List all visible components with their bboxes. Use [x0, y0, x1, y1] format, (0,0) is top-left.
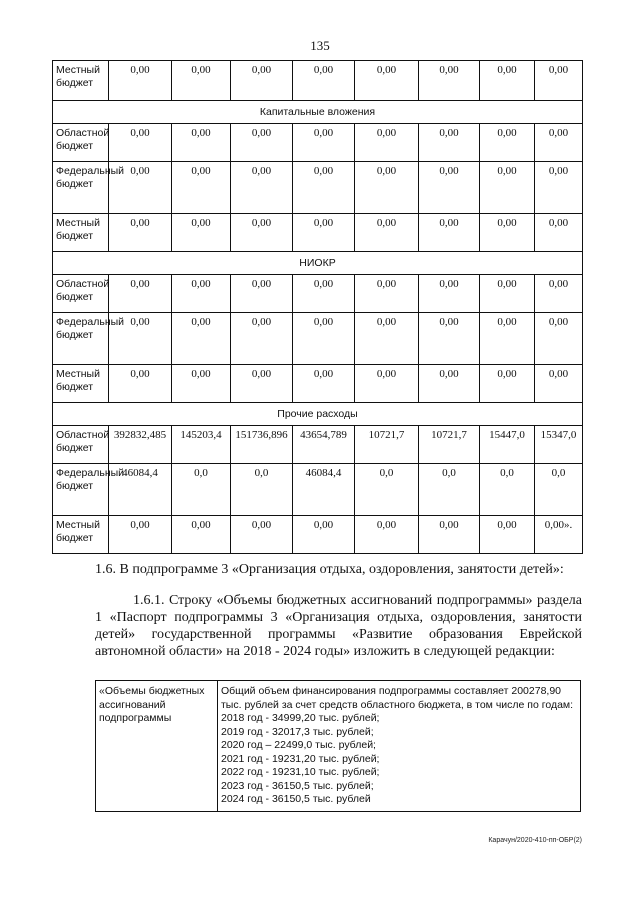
budget-value-cell: 0,00	[231, 61, 293, 101]
budget-value-cell: 0,00	[480, 124, 535, 162]
budget-value-cell: 0,00	[419, 313, 480, 365]
passport-row	[96, 681, 581, 812]
budget-value-cell: 10721,7	[419, 426, 480, 464]
budget-value-cell: 0,00	[231, 124, 293, 162]
budget-source-label: Федеральный бюджет	[53, 313, 109, 365]
budget-value-cell: 0,00	[355, 516, 419, 554]
budget-value-cell: 0,00	[109, 365, 172, 403]
budget-row	[53, 214, 583, 252]
budget-value-cell: 0,00	[480, 214, 535, 252]
budget-source-label: Местный бюджет	[53, 214, 109, 252]
budget-value-cell: 0,00».	[535, 516, 583, 554]
budget-value-cell: 0,00	[231, 214, 293, 252]
budget-row	[53, 124, 583, 162]
budget-section-row	[53, 101, 583, 124]
budget-value-cell: 0,00	[109, 162, 172, 214]
budget-value-cell: 0,00	[293, 313, 355, 365]
budget-row	[53, 426, 583, 464]
budget-table	[52, 60, 583, 554]
budget-row	[53, 275, 583, 313]
budget-value-cell: 0,00	[355, 313, 419, 365]
budget-source-label: Федеральный бюджет	[53, 464, 109, 516]
budget-value-cell: 0,00	[231, 516, 293, 554]
budget-value-cell: 0,00	[419, 162, 480, 214]
budget-value-cell: 0,0	[172, 464, 231, 516]
budget-value-cell: 0,00	[109, 124, 172, 162]
budget-value-cell: 0,00	[172, 61, 231, 101]
budget-value-cell: 46084,4	[109, 464, 172, 516]
budget-value-cell: 15447,0	[480, 426, 535, 464]
budget-value-cell: 0,00	[535, 275, 583, 313]
budget-section-title: Капитальные вложения	[53, 101, 583, 124]
budget-value-cell: 0,00	[172, 313, 231, 365]
passport-line: 2019 год - 32017,3 тыс. рублей;	[221, 725, 374, 738]
budget-value-cell: 0,0	[355, 464, 419, 516]
budget-value-cell: 0,00	[293, 162, 355, 214]
budget-source-label: Федеральный бюджет	[53, 162, 109, 214]
passport-line: 2022 год - 19231,10 тыс. рублей;	[221, 766, 380, 778]
budget-row	[53, 61, 583, 101]
budget-value-cell: 0,00	[419, 61, 480, 101]
budget-value-cell: 0,00	[480, 313, 535, 365]
budget-value-cell: 0,00	[172, 124, 231, 162]
passport-line: Общий объем финансирования подпрограммы составляет 200278,90 тыс. рублей за счет средств областного бюджета, в том числе по годам:	[221, 685, 574, 711]
budget-value-cell: 0,00	[535, 365, 583, 403]
budget-value-cell: 0,00	[355, 214, 419, 252]
paragraph-1-6: 1.6. В подпрограмме 3 «Организация отдыха, оздоровления, занятости детей»:	[95, 562, 564, 577]
budget-value-cell: 0,00	[293, 124, 355, 162]
budget-value-cell: 0,00	[355, 275, 419, 313]
budget-value-cell: 0,00	[231, 313, 293, 365]
page-number: 135	[310, 38, 330, 53]
budget-value-cell: 0,00	[231, 162, 293, 214]
budget-row	[53, 162, 583, 214]
budget-section-title: НИОКР	[53, 252, 583, 275]
budget-value-cell: 0,00	[355, 162, 419, 214]
budget-source-label: Местный бюджет	[53, 61, 109, 101]
budget-value-cell: 0,00	[480, 365, 535, 403]
budget-value-cell: 0,00	[293, 365, 355, 403]
budget-value-cell: 0,00	[172, 516, 231, 554]
budget-row	[53, 365, 583, 403]
budget-value-cell: 0,00	[480, 61, 535, 101]
budget-value-cell: 0,00	[293, 214, 355, 252]
budget-value-cell: 0,00	[109, 313, 172, 365]
budget-value-cell: 145203,4	[172, 426, 231, 464]
budget-value-cell: 0,00	[172, 162, 231, 214]
budget-value-cell: 0,00	[480, 162, 535, 214]
budget-value-cell: 0,00	[535, 124, 583, 162]
budget-value-cell: 10721,7	[355, 426, 419, 464]
budget-value-cell: 0,0	[419, 464, 480, 516]
budget-value-cell: 0,00	[293, 61, 355, 101]
budget-value-cell: 0,00	[535, 313, 583, 365]
budget-value-cell: 0,00	[231, 365, 293, 403]
budget-value-cell: 0,00	[480, 275, 535, 313]
budget-value-cell: 0,00	[109, 61, 172, 101]
budget-value-cell: 0,00	[535, 214, 583, 252]
budget-section-row	[53, 403, 583, 426]
passport-label: «Объемы бюджетных ассигнований подпрограммы	[96, 681, 218, 812]
budget-source-label: Областной бюджет	[53, 275, 109, 313]
budget-value-cell: 0,00	[419, 124, 480, 162]
document-footer-code: Карачун/2020-410-пп-ОБР(2)	[488, 837, 582, 844]
budget-value-cell: 0,0	[231, 464, 293, 516]
budget-section-title: Прочие расходы	[53, 403, 583, 426]
budget-value-cell: 0,00	[293, 275, 355, 313]
budget-value-cell: 0,00	[419, 365, 480, 403]
budget-section-row	[53, 252, 583, 275]
budget-value-cell: 0,00	[535, 162, 583, 214]
passport-line: 2024 год - 36150,5 тыс. рублей	[221, 793, 371, 805]
budget-value-cell: 46084,4	[293, 464, 355, 516]
budget-value-cell: 0,00	[109, 516, 172, 554]
budget-row	[53, 313, 583, 365]
budget-value-cell: 0,00	[535, 61, 583, 101]
passport-line: 2020 год – 22499,0 тыс. рублей;	[221, 739, 376, 751]
budget-source-label: Местный бюджет	[53, 516, 109, 554]
budget-value-cell: 0,0	[480, 464, 535, 516]
budget-value-cell: 0,00	[231, 275, 293, 313]
budget-source-label: Местный бюджет	[53, 365, 109, 403]
budget-value-cell: 0,00	[293, 516, 355, 554]
budget-value-cell: 0,00	[419, 275, 480, 313]
budget-value-cell: 0,00	[109, 214, 172, 252]
budget-value-cell: 0,00	[109, 275, 172, 313]
budget-value-cell: 0,00	[480, 516, 535, 554]
budget-value-cell: 392832,485	[109, 426, 172, 464]
budget-value-cell: 0,00	[172, 365, 231, 403]
passport-content	[218, 681, 581, 812]
budget-source-label: Областной бюджет	[53, 426, 109, 464]
passport-line: 2021 год - 19231,20 тыс. рублей;	[221, 752, 380, 765]
passport-line: 2023 год - 36150,5 тыс. рублей;	[221, 779, 374, 792]
budget-value-cell: 15347,0	[535, 426, 583, 464]
passport-line: 2018 год - 34999,20 тыс. рублей;	[221, 712, 380, 724]
budget-row	[53, 516, 583, 554]
paragraph-1-6-1: 1.6.1. Строку «Объемы бюджетных ассигнований подпрограммы» раздела 1 «Паспорт подпрограммы 3 «Организация отдыха, оздоровления, занятости детей» государственной программы «Развитие образования Еврейской автономной области» на 2018 - 2024 годы» изложить в следующей редакции:	[95, 593, 582, 659]
budget-value-cell: 0,00	[355, 61, 419, 101]
budget-source-label: Областной бюджет	[53, 124, 109, 162]
budget-value-cell: 0,00	[172, 275, 231, 313]
budget-row	[53, 464, 583, 516]
budget-value-cell: 0,00	[419, 516, 480, 554]
budget-value-cell: 0,00	[419, 214, 480, 252]
budget-value-cell: 0,00	[355, 124, 419, 162]
budget-value-cell: 43654,789	[293, 426, 355, 464]
budget-value-cell: 0,00	[172, 214, 231, 252]
budget-value-cell: 0,00	[355, 365, 419, 403]
passport-table	[95, 680, 581, 812]
budget-value-cell: 0,0	[535, 464, 583, 516]
budget-value-cell: 151736,896	[231, 426, 293, 464]
